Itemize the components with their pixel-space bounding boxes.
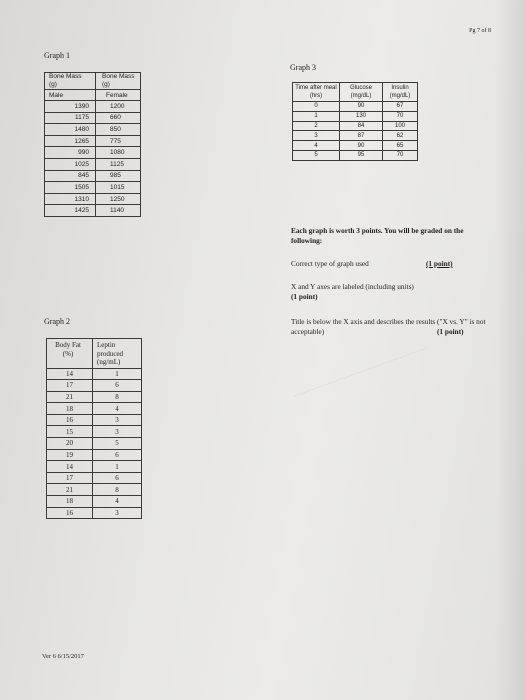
graph3-table-cell: 0 [293, 102, 340, 112]
graph2-table-cell: 17 [47, 380, 93, 392]
graph1-table-cell: 775 [96, 135, 141, 147]
criterion-1-text: Correct type of graph used [291, 259, 369, 268]
graph3-table-row [293, 121, 418, 131]
graph2-table-row [47, 391, 142, 403]
graph2-table-cell: 8 [93, 484, 142, 496]
graph1-table-cell: 1080 [96, 147, 141, 159]
criterion-1 [291, 259, 491, 269]
graph1-table-cell: 1200 [96, 101, 141, 113]
criterion-1-points: (1 point) [426, 259, 453, 268]
graph1-table-cell: 1265 [45, 135, 96, 147]
graph1-table-cell: 1125 [96, 158, 141, 170]
graph3-table-cell: 70 [383, 111, 418, 121]
graph3-table-cell: 84 [340, 121, 383, 131]
page-shadow [495, 0, 525, 700]
graph2-table-cell: 15 [47, 426, 93, 438]
graph3-table-row [293, 102, 418, 112]
graph1-header-text: Bone Mass (g) [49, 73, 82, 88]
graph2-table-row [47, 496, 142, 508]
graph2-table-row [47, 414, 142, 426]
graph1-header-male [45, 73, 96, 90]
graph2-table-cell: 4 [93, 496, 142, 508]
graph2-table-cell: 16 [47, 414, 93, 426]
graph2-table-cell: 18 [47, 403, 93, 415]
graph2-table [46, 338, 142, 519]
graph2-table-cell: 18 [47, 496, 93, 508]
graph3-table-cell: 67 [383, 102, 418, 112]
graph1-table-cell: 1480 [45, 124, 96, 136]
criterion-3 [291, 317, 506, 336]
graph2-table-cell: 3 [93, 426, 142, 438]
graph2-table-cell: 3 [93, 414, 142, 426]
graph3-table-cell: 87 [340, 131, 383, 141]
graph2-table-cell: 16 [47, 507, 93, 519]
graph2-table-row [47, 368, 142, 380]
graph3-table-cell: 90 [340, 102, 383, 112]
graph1-table-row [45, 193, 141, 205]
graph2-table-row [47, 507, 142, 519]
graph3-header-text: Time after meal (hrs) [295, 85, 337, 99]
graph1-table-cell: 850 [96, 124, 141, 136]
graph1-subheader: Male [45, 90, 96, 101]
graph2-table-cell: 21 [47, 391, 93, 403]
graph3-header-glucose [340, 83, 383, 102]
graph2-table-cell: 17 [47, 472, 93, 484]
graph3-table-cell: 95 [340, 150, 383, 160]
graph3-table-cell: 1 [293, 111, 340, 121]
graph1-table-cell: 1015 [96, 182, 141, 194]
graph3-table-cell: 4 [293, 141, 340, 151]
graph1-table-row [45, 124, 141, 136]
graph2-table-cell: 4 [93, 403, 142, 415]
graph2-table-row [47, 461, 142, 473]
graph1-table-cell: 660 [96, 112, 141, 124]
graph2-table-cell: 6 [93, 380, 142, 392]
graph3-header-text: Glucose (mg/dL) [349, 85, 372, 99]
criteria-intro: Each graph is worth 3 points. You will be graded on the following: [291, 226, 464, 245]
criterion-2-points: (1 point) [291, 291, 318, 301]
graph3-table-cell: 65 [383, 141, 418, 151]
graph3-header-insulin [383, 83, 418, 102]
graph1-header-text: Bone Mass (g) [102, 73, 135, 88]
graph2-table-cell: 6 [93, 472, 142, 484]
graph2-table-cell: 1 [93, 368, 142, 380]
graph2-table-row [47, 484, 142, 496]
graph3-table-row [293, 141, 418, 151]
graph3-table [292, 82, 418, 161]
criterion-3-points: (1 point) [437, 326, 464, 336]
graph2-header-leptin [93, 339, 142, 369]
graph1-table-row [45, 135, 141, 147]
graph1-table-row [45, 170, 141, 182]
graph2-table-cell: 14 [47, 461, 93, 473]
criterion-3-text: Title is below the X axis and describes the results ("X vs. Y" is not acceptable) [291, 317, 486, 336]
graph3-table-row [293, 150, 418, 160]
graph2-table-row [47, 426, 142, 438]
graph2-table-cell: 19 [47, 449, 93, 461]
page-number: Pg 7 of 8 [469, 28, 491, 34]
graph2-header-text: Body Fat (%) [55, 341, 81, 358]
graph2-table-row [47, 438, 142, 450]
graph1-table-cell: 1025 [45, 158, 96, 170]
graph3-table-cell: 62 [383, 131, 418, 141]
graph1-table-cell: 990 [45, 147, 96, 159]
graph3-table-cell: 90 [340, 141, 383, 151]
graph2-table-cell: 6 [93, 449, 142, 461]
graph3-table-cell: 100 [383, 121, 418, 131]
graph3-table-cell: 2 [293, 121, 340, 131]
graph2-table-cell: 5 [93, 438, 142, 450]
graph2-table-cell: 20 [47, 438, 93, 450]
graph3-header-text: Insulin (mg/dL) [389, 85, 411, 99]
graph1-table-cell: 1140 [96, 205, 141, 217]
version-footer: Ver 6 6/15/2017 [42, 653, 84, 660]
graph1-table-row [45, 182, 141, 194]
graph2-header-bodyfat [47, 339, 93, 369]
graph2-table-cell: 21 [47, 484, 93, 496]
graph2-table-row [47, 472, 142, 484]
graph1-table [44, 72, 141, 217]
graph1-table-row [45, 112, 141, 124]
graph1-table-cell: 985 [96, 170, 141, 182]
graph3-table-cell: 3 [293, 131, 340, 141]
criterion-2-text: X and Y axes are labeled (including units) [291, 282, 414, 291]
graph2-table-row [47, 449, 142, 461]
graph1-table-row [45, 147, 141, 159]
graph2-table-row [47, 380, 142, 392]
graph2-header-text: Leptin produced (ng/mL) [97, 341, 124, 366]
graph2-table-cell: 14 [47, 368, 93, 380]
graph3-table-cell: 70 [383, 150, 418, 160]
graph1-table-row [45, 205, 141, 217]
graph1-table-cell: 1175 [45, 112, 96, 124]
graph2-table-cell: 1 [93, 461, 142, 473]
graph1-table-row [45, 101, 141, 113]
graph1-table-cell: 845 [45, 170, 96, 182]
graph3-table-cell: 130 [340, 111, 383, 121]
criterion-2 [291, 282, 491, 301]
graph2-title: Graph 2 [44, 317, 70, 326]
graph1-table-cell: 1310 [45, 193, 96, 205]
graph1-table-cell: 1425 [45, 205, 96, 217]
graph2-table-row [47, 403, 142, 415]
graph1-table-cell: 1390 [45, 101, 96, 113]
bleed-through-mark [294, 348, 446, 453]
graph2-table-cell: 8 [93, 391, 142, 403]
graph3-table-cell: 5 [293, 150, 340, 160]
graph3-title: Graph 3 [290, 63, 316, 72]
graph3-table-row [293, 131, 418, 141]
graph1-title: Graph 1 [44, 51, 70, 60]
graph3-header-time [293, 83, 340, 102]
graph1-table-cell: 1505 [45, 182, 96, 194]
graph2-table-cell: 3 [93, 507, 142, 519]
graph1-header-female [96, 73, 141, 90]
graph3-table-row [293, 111, 418, 121]
graph1-subheader: Female [96, 90, 141, 101]
graph1-table-cell: 1250 [96, 193, 141, 205]
graph1-table-row [45, 158, 141, 170]
